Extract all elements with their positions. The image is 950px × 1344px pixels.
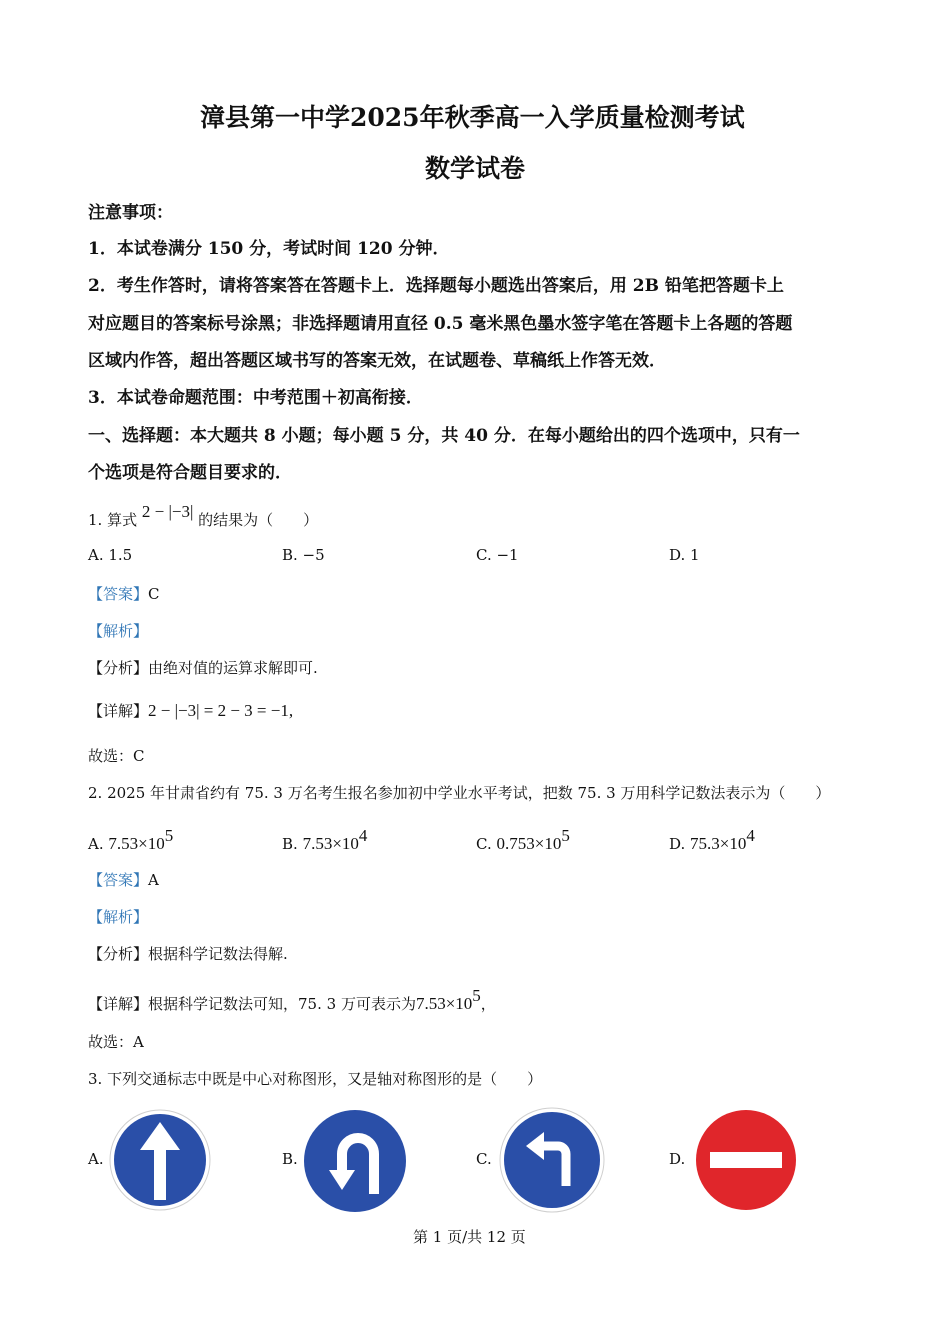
q2-option-d [669, 826, 755, 854]
q2-detail-tag: 【详解】 [88, 995, 149, 1013]
q2-fenxi-text: 根据科学记数法得解. [148, 945, 288, 963]
q3-option-a-label: A. [88, 1150, 104, 1168]
q3-stem: 3. 下列交通标志中既是中心对称图形，又是轴对称图形的是（ ） [88, 1070, 543, 1088]
q2-option-a-exp: 5 [164, 826, 174, 845]
q3-option-d-label: D. [669, 1150, 686, 1168]
q2-fenxi [88, 943, 288, 964]
q2-option-d-label: D. [669, 835, 686, 853]
q1-detail-tag: 【详解】 [88, 702, 149, 720]
notice-item-3: 3．本试卷命题范围：中考范围＋初高衔接． [88, 388, 423, 408]
q2-detail-text: 根据科学记数法可知，75. 3 万可表示为 [148, 995, 416, 1013]
q1-fenxi-text: 由绝对值的运算求解即可. [148, 659, 318, 677]
q1-option-d: D. 1 [669, 546, 700, 564]
q3-option-c-label: C. [476, 1150, 492, 1168]
q2-option-b-label: B. [282, 835, 298, 853]
q2-option-b [282, 826, 367, 854]
q1-detail-math: 2 − |−3| = 2 − 3 = −1, [148, 701, 294, 720]
straight-arrow-sign-icon [108, 1108, 212, 1212]
q2-option-b-base: 7.53×10 [302, 834, 359, 853]
q1-expression: 2 − |−3| [141, 502, 194, 521]
q2-option-b-exp: 4 [358, 826, 368, 845]
no-entry-sign-icon [694, 1108, 798, 1212]
q2-fenxi-tag: 【分析】 [88, 945, 149, 963]
q2-answer-value: A [148, 871, 159, 889]
q2-detail [88, 986, 496, 1014]
q2-option-d-exp: 4 [746, 826, 755, 845]
q2-detail-exp: 5 [472, 986, 481, 1005]
q1-option-c: C. −1 [476, 546, 519, 564]
notice-item-2-line-3: 区域内作答，超出答题区域书写的答案无效，在试题卷、草稿纸上作答无效． [88, 351, 666, 371]
q2-option-d-base: 75.3×10 [690, 834, 747, 853]
q2-option-a-label: A. [88, 835, 104, 853]
section-1-line-2: 个选项是符合题目要求的． [88, 463, 292, 483]
q2-conclusion: 故选：A [88, 1033, 144, 1051]
q1-prefix: 1. 算式 [88, 511, 138, 529]
q2-option-a-base: 7.53×10 [108, 834, 165, 853]
q1-fenxi [88, 657, 318, 678]
q2-detail-base: 7.53×10 [415, 994, 473, 1013]
q2-analysis-tag: 【解析】 [88, 908, 149, 926]
q2-option-c-base: 0.753×10 [496, 834, 562, 853]
q3-option-b-label: B. [282, 1150, 298, 1168]
q1-stem [88, 502, 319, 530]
q1-option-a: A. 1.5 [88, 546, 133, 564]
page-number: 第 1 页/共 12 页 [413, 1228, 526, 1246]
q2-stem: 2. 2025 年甘肃省约有 75. 3 万名考生报名参加初中学业水平考试，把数 75. 3 万用科学记数法表示为（ ） [88, 784, 831, 802]
q2-answer-tag: 【答案】 [88, 871, 149, 889]
q2-option-c-exp: 5 [561, 826, 570, 845]
exam-title: 漳县第一中学2025年秋季高一入学质量检测考试 [200, 103, 745, 132]
notice-item-1: 1．本试卷满分 150 分，考试时间 120 分钟． [88, 239, 450, 259]
q2-option-a [88, 826, 173, 854]
section-1-line-1: 一、选择题：本大题共 8 小题；每小题 5 分，共 40 分．在每小题给出的四个选项中，只有一 [88, 426, 800, 446]
q2-answer [88, 869, 159, 890]
q1-fenxi-tag: 【分析】 [88, 659, 149, 677]
q1-answer-tag: 【答案】 [88, 585, 149, 603]
u-turn-sign-icon [302, 1108, 408, 1214]
notice-item-2-line-1: 2．考生作答时，请将答案答在答题卡上．选择题每小题选出答案后，用 2B 铅笔把答题卡上 [88, 276, 784, 296]
q1-answer [88, 583, 160, 604]
q2-detail-end: ， [480, 995, 496, 1013]
q1-detail [88, 700, 293, 721]
q2-option-c-label: C. [476, 835, 492, 853]
notice-item-2-line-2: 对应题目的答案标号涂黑；非选择题请用直径 0.5 毫米黑色墨水签字笔在答题卡上各题的答题 [88, 314, 793, 334]
q1-answer-value: C [148, 585, 160, 603]
notice-heading: 注意事项： [88, 203, 173, 223]
q1-suffix: 的结果为（ ） [198, 511, 319, 529]
q2-option-c [476, 826, 570, 854]
exam-subtitle: 数学试卷 [425, 154, 526, 183]
q1-conclusion: 故选：C [88, 747, 145, 765]
q1-option-b: B. −5 [282, 546, 325, 564]
q1-analysis-tag: 【解析】 [88, 622, 149, 640]
left-turn-sign-icon [498, 1106, 606, 1214]
